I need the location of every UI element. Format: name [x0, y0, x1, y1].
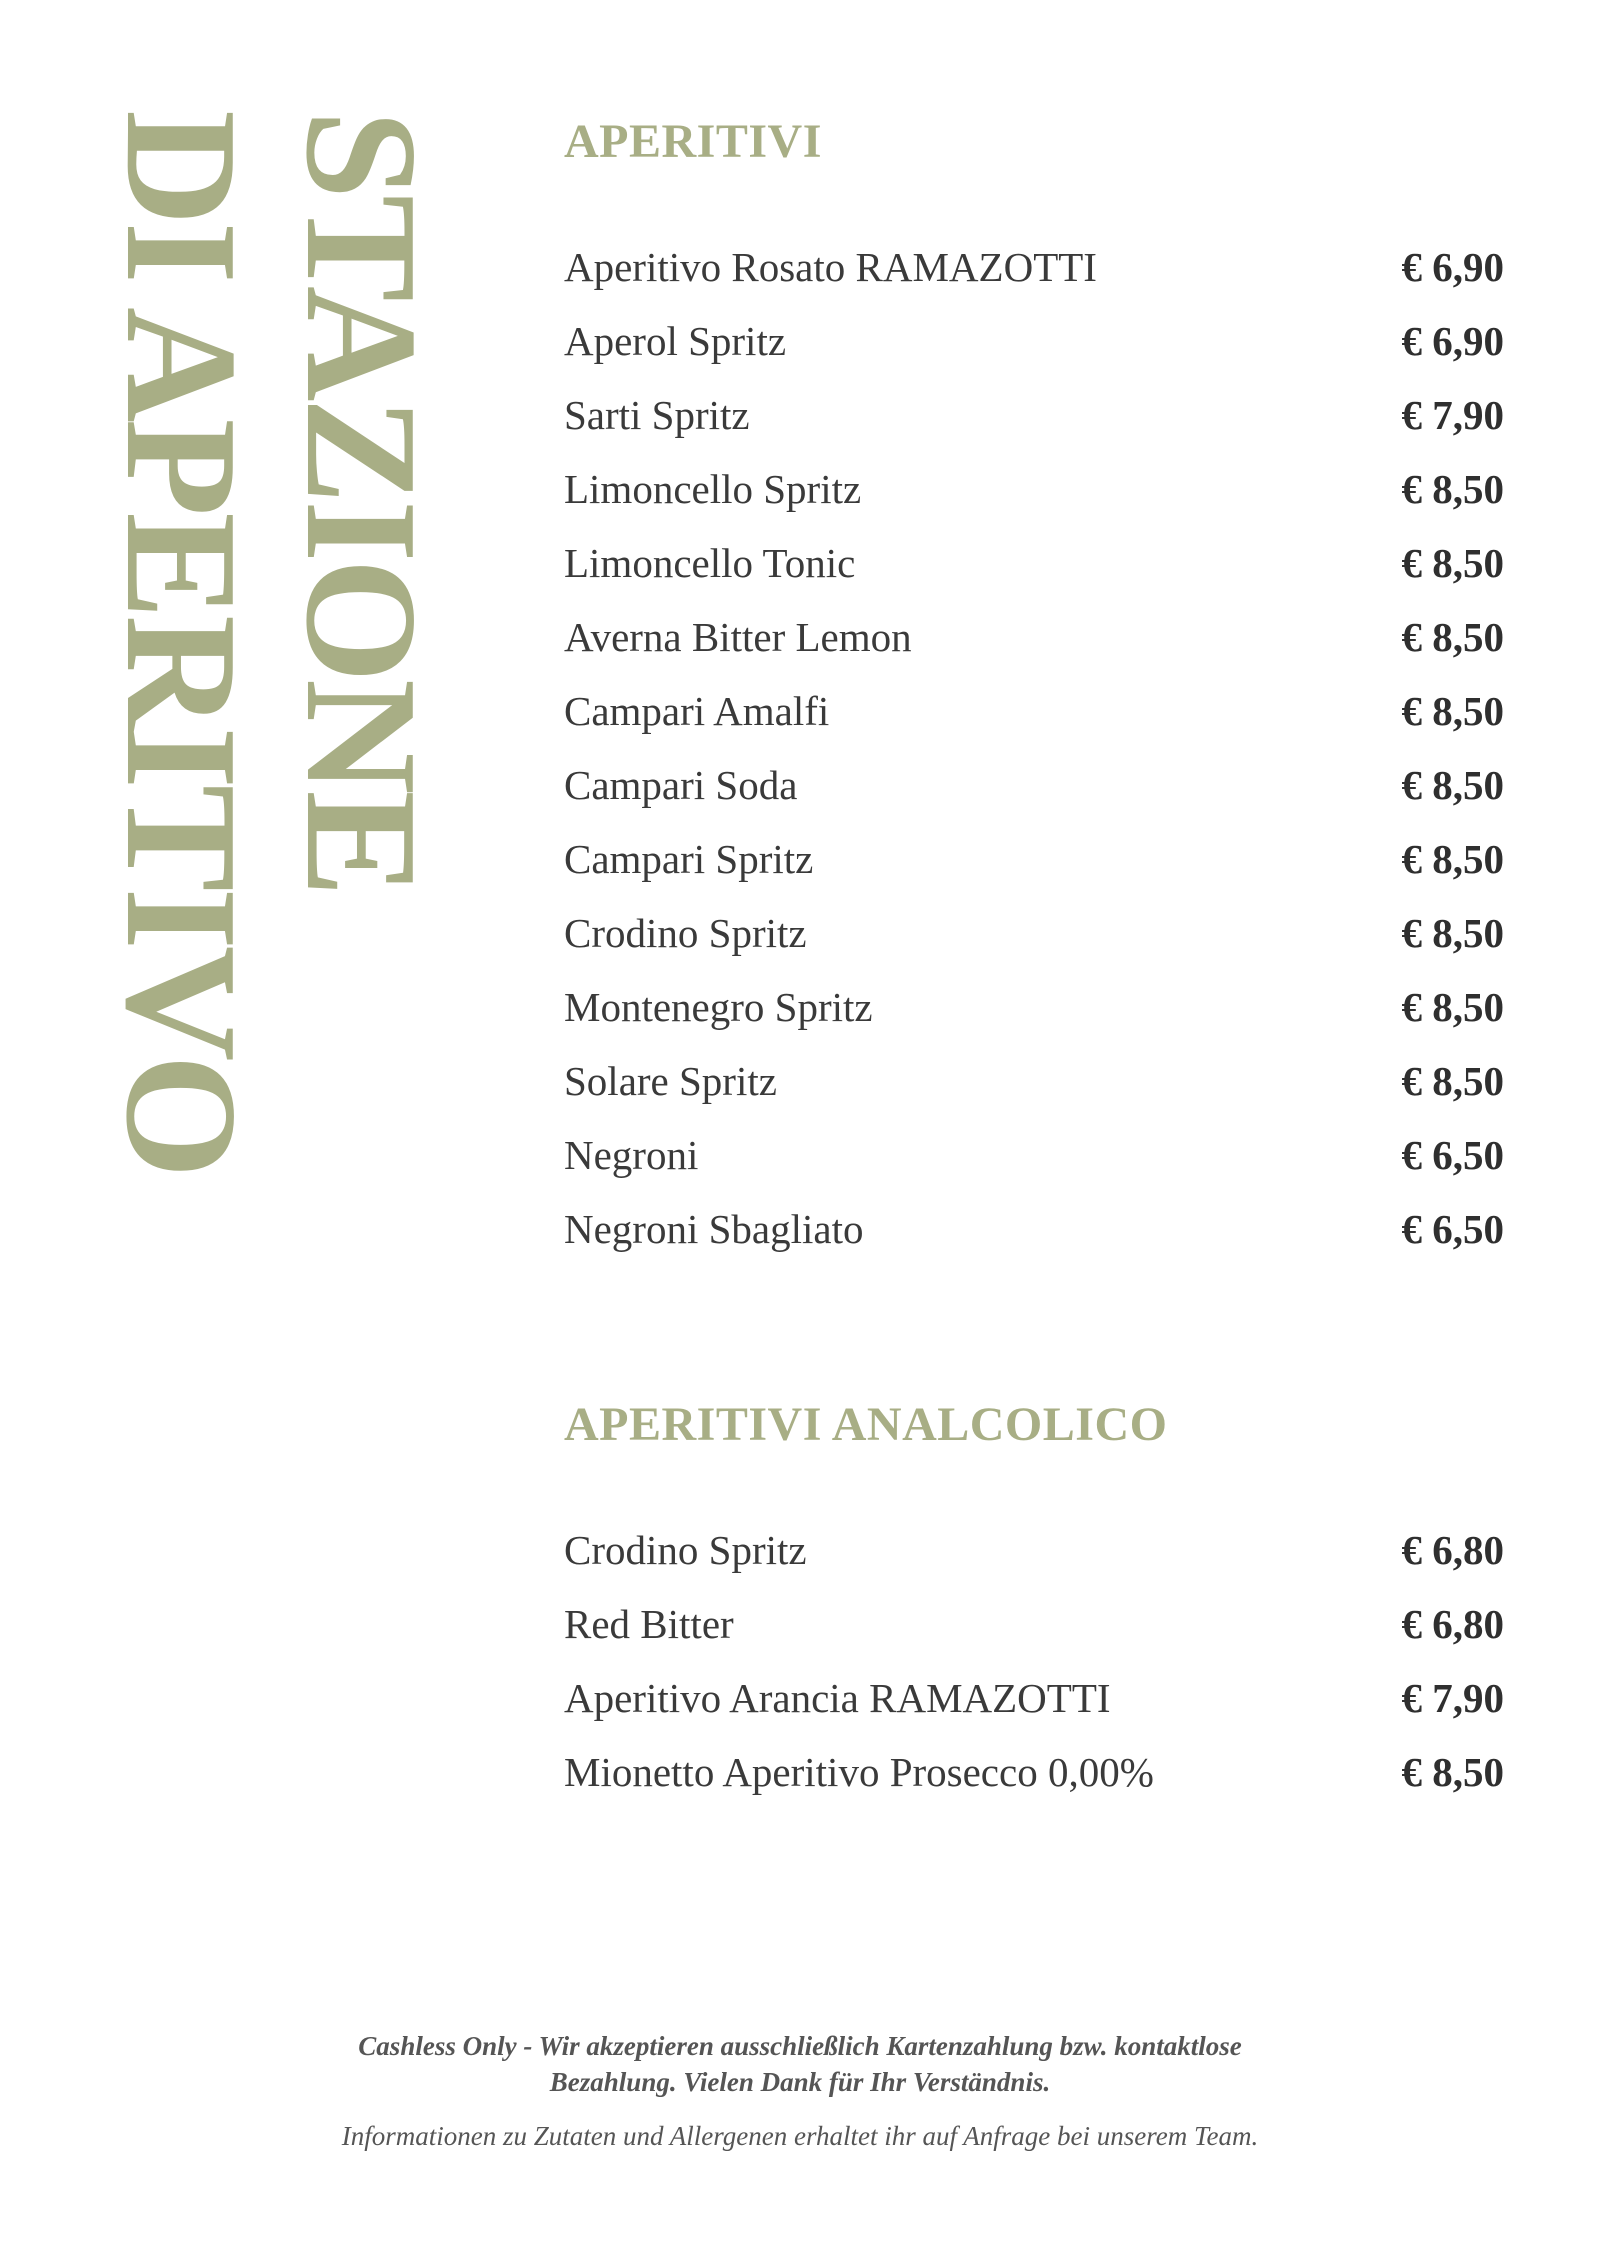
- menu-item: [564, 748, 1504, 822]
- menu-item-price: € 8,50: [1401, 614, 1504, 660]
- section-aperitivi: [564, 112, 1504, 1266]
- menu-item: [564, 452, 1504, 526]
- page-title-line-2: DI APERITIVO: [93, 110, 271, 1175]
- menu-item-price: € 7,90: [1401, 1675, 1504, 1721]
- menu-list: [564, 230, 1504, 1266]
- menu-item-name: Aperol Spritz: [564, 318, 787, 364]
- menu-list: [564, 1513, 1504, 1809]
- menu-item: [564, 1513, 1504, 1587]
- cashless-notice-line-2: Bezahlung. Vielen Dank für Ihr Verständnis.: [549, 2067, 1051, 2097]
- menu-item: [564, 600, 1504, 674]
- menu-item-name: Campari Spritz: [564, 836, 814, 882]
- menu-item: [564, 526, 1504, 600]
- menu-item-name: Campari Soda: [564, 762, 798, 808]
- menu-item: [564, 822, 1504, 896]
- menu-item-price: € 8,50: [1401, 688, 1504, 734]
- menu-item-price: € 8,50: [1401, 1058, 1504, 1104]
- menu-item-name: Sarti Spritz: [564, 392, 750, 438]
- cashless-notice-line-1: Cashless Only - Wir akzeptieren ausschließlich Kartenzahlung bzw. kontaktlose: [358, 2031, 1242, 2061]
- menu-item-price: € 7,90: [1401, 392, 1504, 438]
- cashless-notice: [0, 2028, 1600, 2100]
- menu-item: [564, 970, 1504, 1044]
- menu-item-price: € 6,80: [1401, 1601, 1504, 1647]
- menu-item-name: Limoncello Spritz: [564, 466, 862, 512]
- page-title-line-1: STAZIONE: [273, 110, 451, 894]
- menu-item-price: € 6,90: [1401, 318, 1504, 364]
- menu-item: [564, 230, 1504, 304]
- menu-item-price: € 8,50: [1401, 540, 1504, 586]
- menu-item-price: € 6,80: [1401, 1527, 1504, 1573]
- menu-item: [564, 1587, 1504, 1661]
- menu-item-name: Negroni: [564, 1132, 699, 1178]
- menu-item: [564, 1118, 1504, 1192]
- menu-item-price: € 6,50: [1401, 1206, 1504, 1252]
- menu-item-name: Mionetto Aperitivo Prosecco 0,00%: [564, 1749, 1154, 1795]
- menu-item: [564, 1044, 1504, 1118]
- menu-item-name: Aperitivo Rosato RAMAZOTTI: [564, 244, 1097, 290]
- menu-item-name: Averna Bitter Lemon: [564, 614, 912, 660]
- menu-item-name: Limoncello Tonic: [564, 540, 856, 586]
- menu-item-name: Crodino Spritz: [564, 1527, 807, 1573]
- menu-item-name: Aperitivo Arancia RAMAZOTTI: [564, 1675, 1111, 1721]
- menu-item: [564, 304, 1504, 378]
- section-heading: APERITIVI ANALCOLICO: [564, 1398, 1168, 1451]
- menu-item-price: € 6,50: [1401, 1132, 1504, 1178]
- menu-item-name: Campari Amalfi: [564, 688, 830, 734]
- menu-item-name: Red Bitter: [564, 1601, 734, 1647]
- menu-item-price: € 8,50: [1401, 910, 1504, 956]
- section-aperitivi-analcolico: [564, 1395, 1504, 1809]
- menu-item: [564, 378, 1504, 452]
- menu-item-price: € 8,50: [1401, 984, 1504, 1030]
- allergen-notice: Informationen zu Zutaten und Allergenen erhaltet ihr auf Anfrage bei unserem Team.: [341, 2121, 1259, 2151]
- menu-item-name: Solare Spritz: [564, 1058, 777, 1104]
- menu-item-name: Negroni Sbagliato: [564, 1206, 864, 1252]
- menu-item: [564, 1661, 1504, 1735]
- menu-item-price: € 6,90: [1401, 244, 1504, 290]
- menu-item: [564, 674, 1504, 748]
- menu-item-price: € 8,50: [1401, 836, 1504, 882]
- section-heading: APERITIVI: [564, 115, 822, 168]
- menu-item-name: Montenegro Spritz: [564, 984, 873, 1030]
- menu-item: [564, 1192, 1504, 1266]
- menu-item-price: € 8,50: [1401, 1749, 1504, 1795]
- menu-item-price: € 8,50: [1401, 466, 1504, 512]
- menu-item: [564, 1735, 1504, 1809]
- menu-item-price: € 8,50: [1401, 762, 1504, 808]
- menu-item-name: Crodino Spritz: [564, 910, 807, 956]
- menu-item: [564, 896, 1504, 970]
